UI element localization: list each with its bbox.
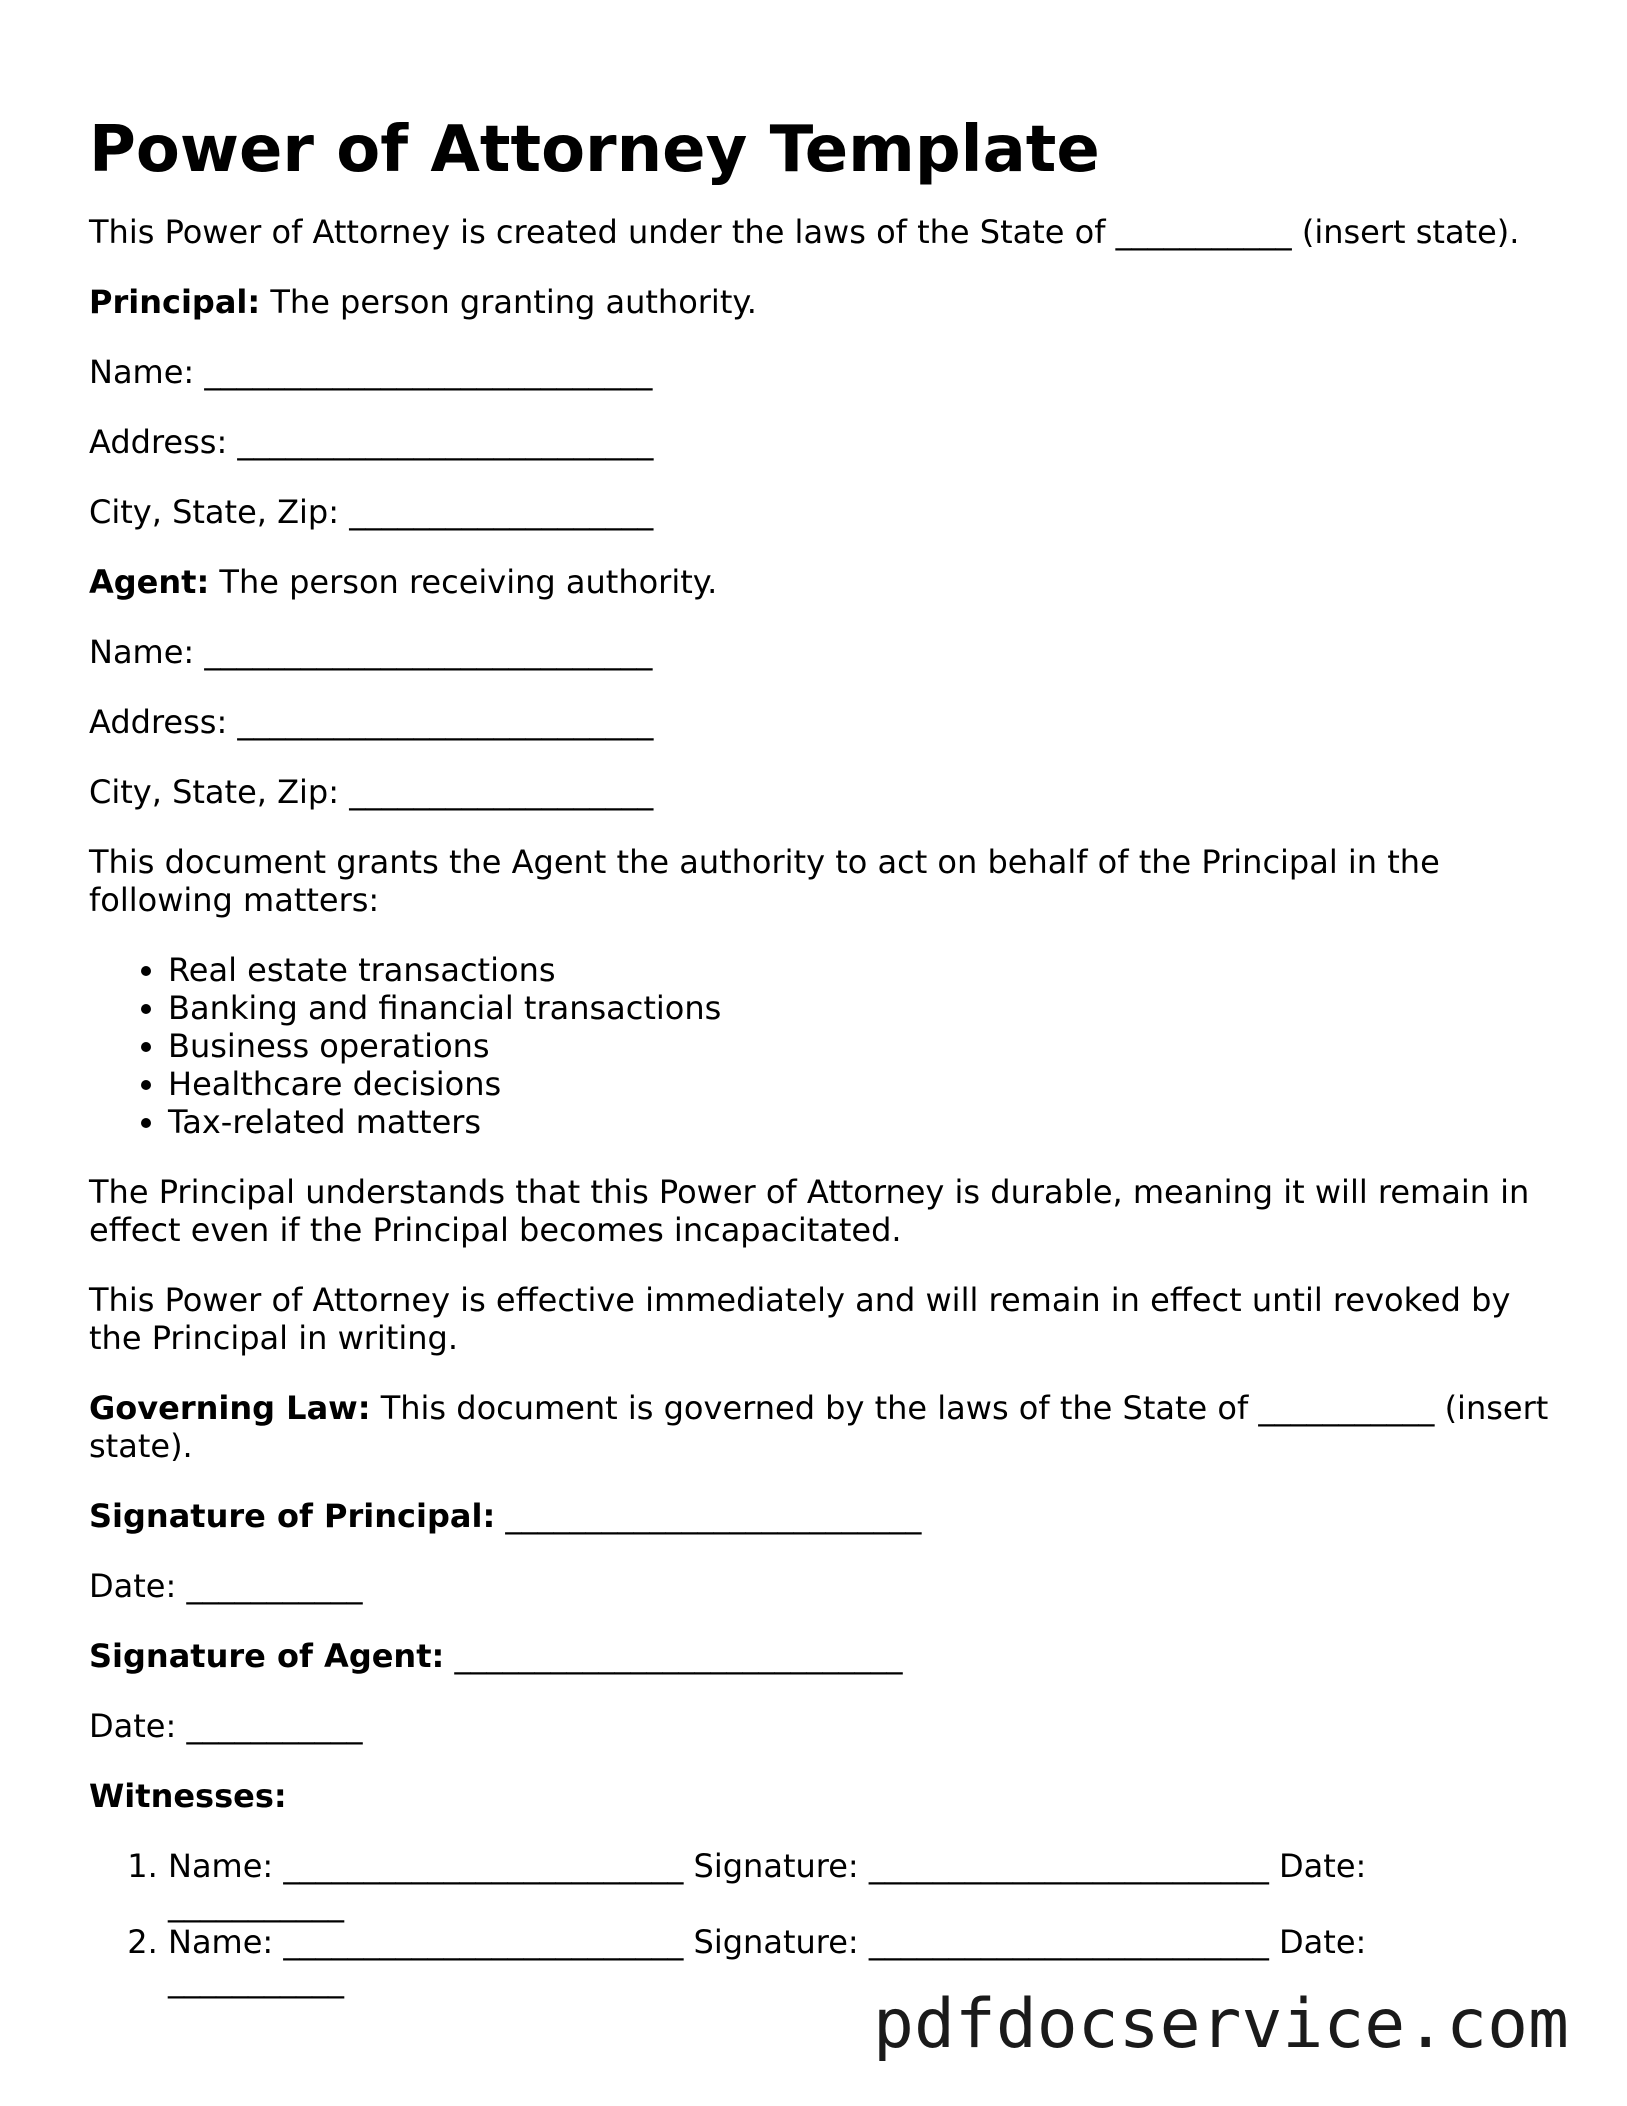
agent-signature-label: Signature of Agent: [89,1637,445,1675]
document-page [89,110,1549,1999]
principal-heading [89,283,1549,321]
witnesses-list [89,1847,1549,1999]
list-item: • Healthcare decisions [168,1065,1549,1103]
document-title: Power of Attorney Template [89,113,1100,187]
effective-paragraph: This Power of Attorney is effective immediately and will remain in effect until revoked by the Principal in writing. [89,1281,1511,1357]
agent-address-field: Address: __________________________ [89,703,654,741]
grant-paragraph: This document grants the Agent the authority to act on behalf of the Principal in the following matters: [89,843,1440,919]
intro-paragraph: This Power of Attorney is created under the laws of the State of ___________ (insert state). [89,213,1520,251]
principal-label: Principal: [89,283,261,321]
principal-address-field: Address: __________________________ [89,423,654,461]
watermark-text: pdfdocservice.com [873,1985,1569,2064]
list-item: • Real estate transactions [168,951,1549,989]
principal-city-field: City, State, Zip: ___________________ [89,493,654,531]
governing-law-label: Governing Law: [89,1389,371,1427]
list-item: • Business operations [168,1027,1549,1065]
witness-item: 1. Name: _________________________ Signature: _________________________ Date: ___________ [168,1847,1549,1923]
agent-name-field: Name: ____________________________ [89,633,653,671]
agent-signature-line [89,1637,1549,1675]
matters-list [89,951,1549,1141]
list-item: • Tax-related matters [168,1103,1549,1141]
principal-date-line: Date: ___________ [89,1567,363,1605]
witnesses-heading: Witnesses: [89,1777,287,1815]
principal-signature-blank: __________________________ [495,1497,922,1535]
durable-paragraph: The Principal understands that this Power of Attorney is durable, meaning it will remain in effect even if the Principal becomes incapacitated. [89,1173,1530,1249]
governing-law-text: This document is governed by the laws of the State of ___________ (insert state). [89,1389,1549,1465]
witness-item: 2. Name: _________________________ Signature: _________________________ Date: ___________ [168,1923,1549,1999]
principal-description: The person granting authority. [260,283,757,321]
agent-city-field: City, State, Zip: ___________________ [89,773,654,811]
governing-law-paragraph [89,1389,1549,1465]
agent-description: The person receiving authority. [209,563,718,601]
agent-label: Agent: [89,563,210,601]
principal-signature-label: Signature of Principal: [89,1497,496,1535]
agent-heading [89,563,1549,601]
principal-signature-line [89,1497,1549,1535]
principal-name-field: Name: ____________________________ [89,353,653,391]
list-item: • Banking and financial transactions [168,989,1549,1027]
agent-date-line: Date: ___________ [89,1707,363,1745]
agent-signature-blank: ____________________________ [444,1637,903,1675]
